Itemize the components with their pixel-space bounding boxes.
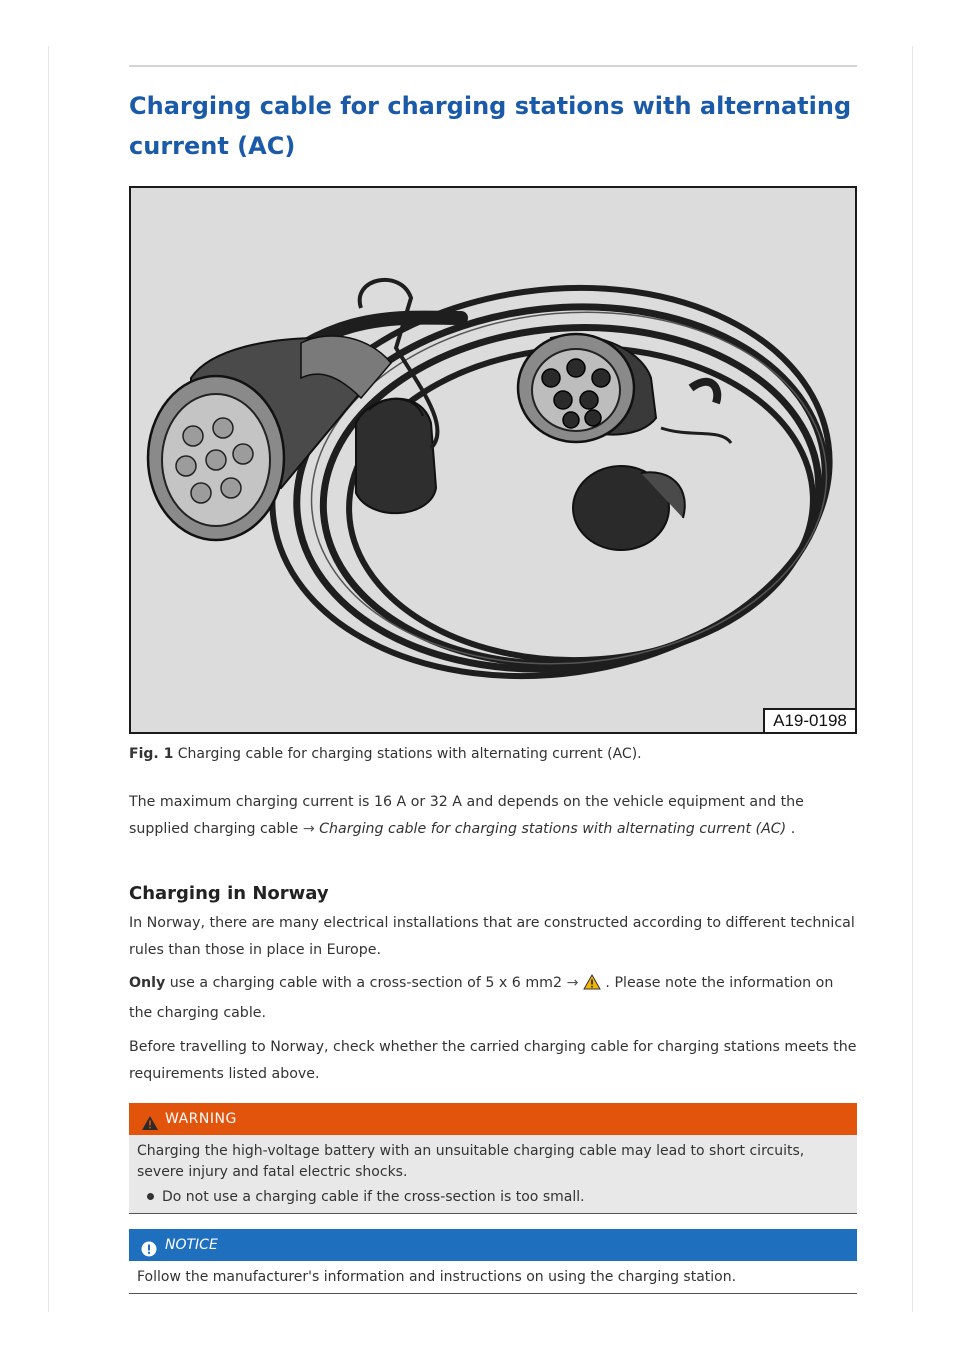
warning-bullet [137, 1187, 849, 1208]
notice-header [129, 1229, 857, 1261]
norway-p2-end: . Please note the information on the charging cable. [129, 975, 834, 1021]
warning-bullet-text: Do not use a charging cable if the cross-section is too small. [162, 1189, 585, 1205]
page-margin-left [48, 46, 49, 1312]
norway-paragraph-1: In Norway, there are many electrical installations that are constructed according to different technical rules than those in place in Europe. [129, 915, 855, 958]
notice-body: Follow the manufacturer's information and instructions on using the charging station. [129, 1261, 857, 1294]
page-title: Charging cable for charging stations with alternating current (AC) [129, 92, 852, 160]
notice-label: NOTICE [165, 1237, 218, 1253]
warning-label: WARNING [165, 1111, 237, 1127]
figure-caption-label: Fig. 1 [129, 746, 174, 762]
warning-header [129, 1103, 857, 1135]
figure-caption-text: Charging cable for charging stations with alternating current (AC). [177, 746, 642, 762]
figure-code: A19-0198 [763, 708, 857, 734]
arrow-right-icon: → [566, 975, 579, 991]
section-heading-norway: Charging in Norway [129, 883, 329, 904]
intro-text: The maximum charging current is 16 A or 32 A and depends on the vehicle equipment and the supplied charging cable [129, 794, 804, 837]
norway-paragraph-2 [129, 970, 857, 1027]
intro-paragraph [129, 789, 857, 843]
norway-p2-text: use a charging cable with a cross-section of 5 x 6 mm2 [169, 975, 562, 991]
warning-body [129, 1135, 857, 1214]
intro-end: . [790, 821, 796, 837]
norway-paragraph-3: Before travelling to Norway, check whether the carried charging cable for charging stations meets the requirements listed above. [129, 1039, 857, 1082]
warning-triangle-icon[interactable] [583, 973, 601, 1000]
charging-cable-illustration [131, 188, 855, 732]
figure-caption [129, 744, 857, 764]
intro-link[interactable]: Charging cable for charging stations with alternating current (AC) [319, 821, 787, 837]
bullet-dot-icon [147, 1193, 154, 1200]
warning-text: Charging the high-voltage battery with an unsuitable charging cable may lead to short circuits, severe injury and fatal electric shocks. [137, 1143, 805, 1180]
top-divider [129, 65, 857, 67]
page-margin-right [912, 46, 913, 1312]
norway-only-label: Only [129, 975, 166, 991]
figure-charging-cable [129, 186, 857, 734]
arrow-right-icon: → [302, 821, 315, 837]
